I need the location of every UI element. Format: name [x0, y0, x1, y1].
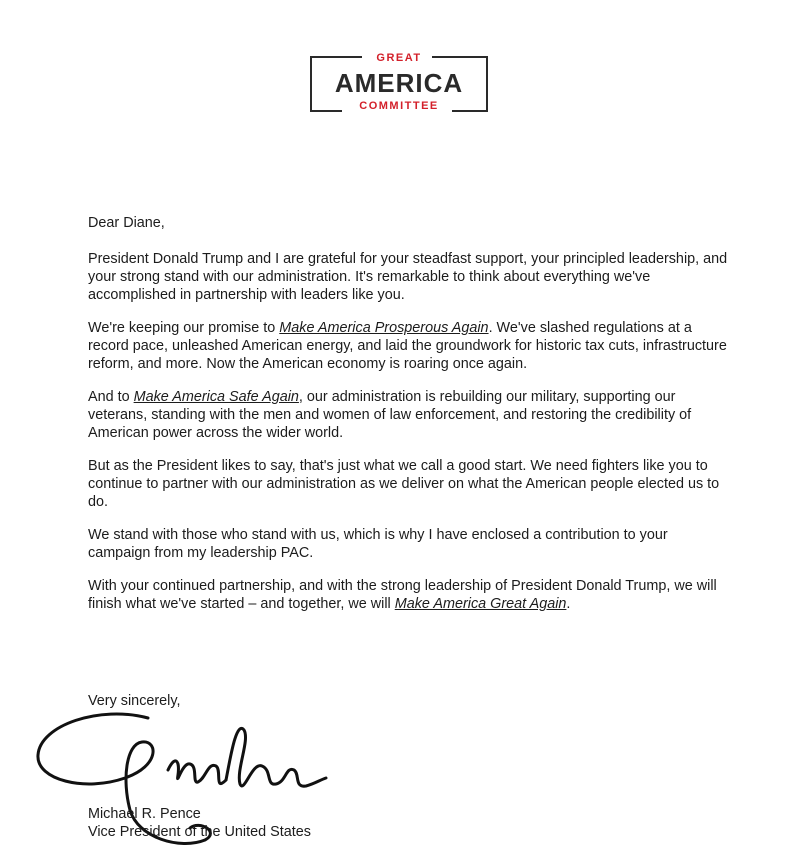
paragraph-6: With your continued partnership, and with the strong leadership of President Donald Trump, we will finish what we've started – and together, we will Make America Great Again.	[88, 578, 717, 612]
paragraph-1: President Donald Trump and I are grateful for your steadfast support, your principled leadership, and your strong stand with our administration. It's remarkable to think about everything we've accomplished in partnership with leaders like you.	[88, 251, 728, 303]
logo-line-great: GREAT	[376, 52, 422, 64]
paragraph-2: We're keeping our promise to Make America Prosperous Again. We've slashed regulations at a record pace, unleashed American energy, and laid the groundwork for historic tax cuts, infrastructure reform, and more. Now the American economy is roaring once again.	[88, 320, 727, 372]
paragraph-3: And to Make America Safe Again, our administration is rebuilding our military, supporting our veterans, standing with the men and women of law enforcement, and restoring the credibility of American power across the wider world.	[88, 389, 692, 441]
great-america-committee-logo	[310, 52, 488, 112]
paragraph-5: We stand with those who stand with us, which is why I have enclosed a contribution to your campaign from my leadership PAC.	[88, 527, 668, 561]
slogan-safe: Make America Safe Again	[133, 389, 299, 405]
slogan-prosperous: Make America Prosperous Again	[279, 320, 489, 336]
closing: Very sincerely,	[88, 693, 181, 709]
signer-title: Vice President of the United States	[88, 824, 311, 840]
letter-body	[88, 214, 728, 628]
signer-name: Michael R. Pence	[88, 806, 201, 822]
logo-line-america: AMERICA	[334, 68, 464, 98]
salutation: Dear Diane,	[88, 215, 165, 231]
slogan-great: Make America Great Again	[394, 596, 567, 612]
logo-line-committee: COMMITTEE	[359, 100, 439, 112]
paragraph-4: But as the President likes to say, that's just what we call a good start. We need fighters like you to continue to partner with our administration as we deliver on what the American people elected us to do.	[88, 458, 720, 510]
